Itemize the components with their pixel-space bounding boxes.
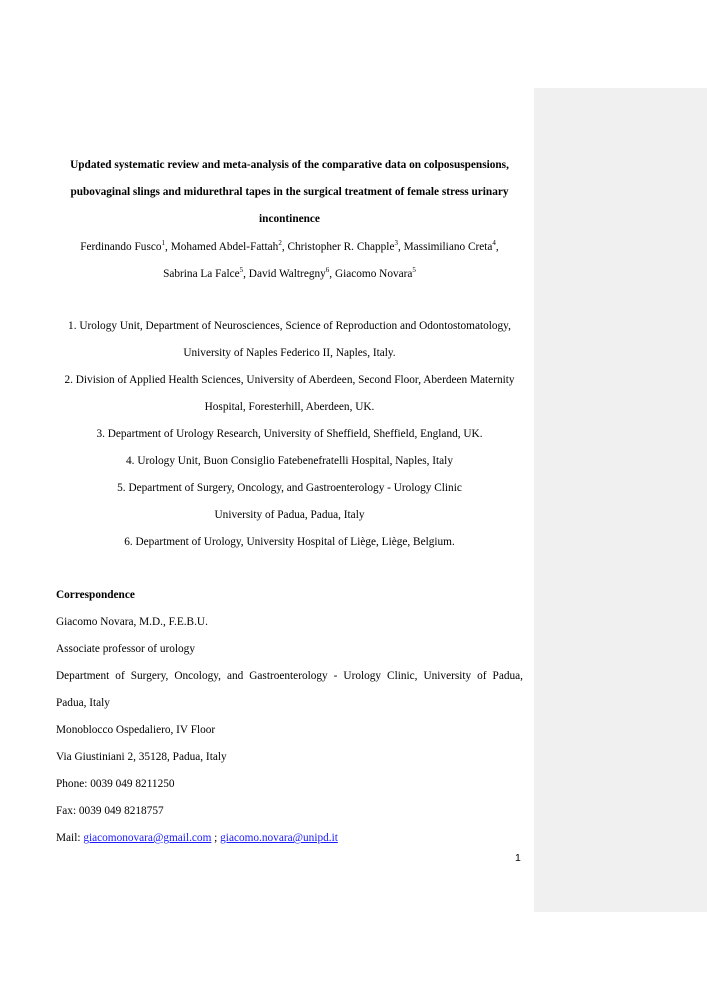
correspondence-department-city: Padua, Italy bbox=[56, 697, 110, 709]
paper-title: Updated systematic review and meta-analysis of the comparative data on colposuspensions, pubovaginal slings and midurethral tapes in the surgical treatment of female stress urinary incontinence bbox=[70, 159, 509, 225]
author-affiliation-marker: 4 bbox=[492, 239, 496, 247]
affiliation-line: University of Naples Federico II, Naples, Italy. bbox=[183, 347, 396, 359]
affiliation-line: 6. Department of Urology, University Hospital of Liège, Liège, Belgium. bbox=[124, 536, 455, 548]
author-affiliation-marker: 2 bbox=[278, 239, 282, 247]
correspondence-fax: Fax: 0039 049 8218757 bbox=[56, 805, 164, 817]
correspondence-position: Associate professor of urology bbox=[56, 643, 195, 655]
correspondence-heading: Correspondence bbox=[56, 589, 135, 601]
affiliation-list bbox=[56, 313, 523, 556]
email-link-gmail[interactable]: giacomonovara@gmail.com bbox=[83, 832, 212, 844]
author-affiliation-marker: 3 bbox=[394, 239, 398, 247]
affiliation-line: 4. Urology Unit, Buon Consiglio Fatebenefratelli Hospital, Naples, Italy bbox=[126, 455, 453, 467]
author-name: Christopher R. Chapple bbox=[287, 241, 395, 253]
affiliation-line: Hospital, Foresterhill, Aberdeen, UK. bbox=[204, 401, 375, 413]
affiliation-line: 1. Urology Unit, Department of Neurosciences, Science of Reproduction and Odontostomatology, bbox=[68, 320, 511, 332]
correspondence-mail bbox=[56, 825, 523, 852]
email-link-unipd[interactable]: giacomo.novara@unipd.it bbox=[220, 832, 338, 844]
author-list bbox=[56, 234, 523, 288]
author-name: Sabrina La Falce bbox=[163, 268, 240, 280]
affiliation-line: 3. Department of Urology Research, University of Sheffield, Sheffield, England, UK. bbox=[96, 428, 483, 440]
author-separator: , bbox=[329, 268, 335, 280]
author-name: Mohamed Abdel-Fattah bbox=[170, 241, 279, 253]
mail-separator: ; bbox=[211, 832, 221, 844]
author-affiliation-marker: 5 bbox=[239, 266, 244, 274]
correspondence-building: Monoblocco Ospedaliero, IV Floor bbox=[56, 724, 216, 736]
author-affiliation-marker: 6 bbox=[325, 266, 330, 274]
author-affiliation-marker: 1 bbox=[161, 239, 166, 247]
author-name: Giacomo Novara bbox=[334, 268, 413, 280]
author-separator: , bbox=[281, 241, 288, 253]
correspondence-street: Via Giustiniani 2, 35128, Padua, Italy bbox=[56, 751, 227, 763]
author-affiliation-marker: 5 bbox=[412, 266, 416, 274]
affiliation-line: University of Padua, Padua, Italy bbox=[214, 509, 365, 521]
mail-label: Mail: bbox=[56, 832, 84, 844]
author-separator: , bbox=[165, 241, 171, 253]
correspondence-phone: Phone: 0039 049 8211250 bbox=[56, 778, 175, 790]
author-name: Ferdinando Fusco bbox=[80, 241, 162, 253]
author-name: David Waltregny bbox=[248, 268, 326, 280]
comment-margin-pane bbox=[534, 88, 707, 912]
affiliation-line: 5. Department of Surgery, Oncology, and Gastroenterology - Urology Clinic bbox=[117, 482, 462, 494]
correspondence-name: Giacomo Novara, M.D., F.E.B.U. bbox=[56, 616, 208, 628]
affiliation-line: 2. Division of Applied Health Sciences, University of Aberdeen, Second Floor, Aberdeen Maternity bbox=[64, 374, 515, 386]
author-separator: , bbox=[397, 241, 404, 253]
page-number: 1 bbox=[515, 852, 521, 864]
author-name: Massimiliano Creta bbox=[403, 241, 493, 253]
correspondence-department: Department of Surgery, Oncology, and Gastroenterology - Urology Clinic, University of Padua, bbox=[56, 670, 523, 682]
author-separator: , bbox=[243, 268, 249, 280]
author-separator: , bbox=[495, 241, 499, 253]
correspondence-block bbox=[56, 582, 523, 852]
